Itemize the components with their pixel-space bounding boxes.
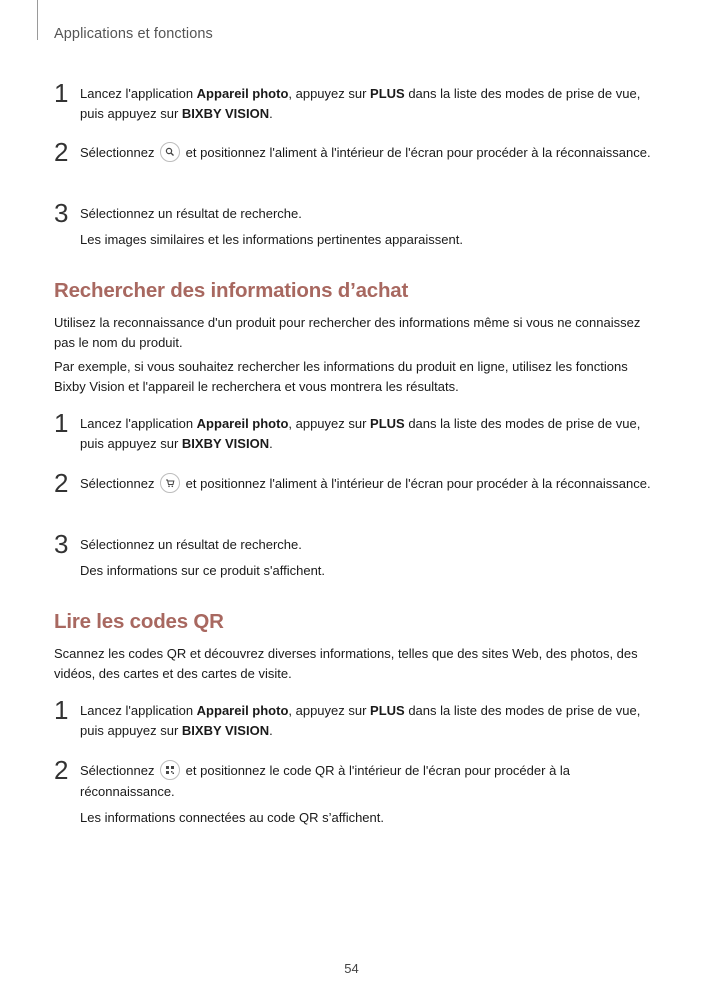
section-title-qr: Lire les codes QR: [54, 610, 224, 633]
step-text: Sélectionnez et positionnez l'aliment à l'intérieur de l'écran pour procéder à la réconnaissance.: [80, 474, 654, 495]
step-3: [54, 198, 654, 228]
step-number: 1: [54, 695, 69, 725]
section-title-shopping: Rechercher des informations d’achat: [54, 279, 409, 302]
step-text: Lancez l'application Appareil photo, appuyez sur PLUS dans la liste des modes de prise de vue, puis appuyez sur BIXBY VISION.: [80, 86, 641, 121]
step-2: [54, 468, 654, 498]
page-number: 54: [344, 961, 359, 976]
step-note: Les informations connectées au code QR s’affichent.: [80, 810, 384, 825]
step-3: [54, 529, 654, 559]
step-number: 1: [54, 78, 69, 108]
paragraph: Utilisez la reconnaissance d'un produit pour rechercher des informations même si vous ne connaissez pas le nom du produit.: [54, 315, 641, 350]
step-number: 3: [54, 198, 69, 228]
paragraph: Scannez les codes QR et découvrez diverses informations, telles que des sites Web, des photos, des vidéos, des cartes et des cartes de visite.: [54, 646, 638, 681]
step-note: Des informations sur ce produit s'affichent.: [80, 563, 326, 578]
step-text: Sélectionnez un résultat de recherche.: [80, 537, 302, 552]
step-2: [54, 137, 654, 167]
step-text: Sélectionnez un résultat de recherche.: [80, 206, 302, 221]
step-1: [54, 408, 654, 454]
step-number: 3: [54, 529, 69, 559]
step-1: [54, 695, 654, 741]
step-note: Les images similaires et les informations pertinentes apparaissent.: [80, 232, 463, 247]
step-text: Lancez l'application Appareil photo, appuyez sur PLUS dans la liste des modes de prise de vue, puis appuyez sur BIXBY VISION.: [80, 703, 641, 738]
qr-code-icon: [160, 760, 180, 780]
step-text: Lancez l'application Appareil photo, appuyez sur PLUS dans la liste des modes de prise de vue, puis appuyez sur BIXBY VISION.: [80, 416, 641, 451]
step-text: Sélectionnez et positionnez le code QR à l'intérieur de l'écran pour procéder à la réconnaissance.: [80, 761, 654, 802]
step-number: 1: [54, 408, 69, 438]
step-text: Sélectionnez et positionnez l'aliment à l'intérieur de l'écran pour procéder à la réconnaissance.: [80, 143, 654, 164]
step-2: [54, 755, 654, 802]
step-1: [54, 78, 654, 124]
page-margin-rule: [37, 0, 38, 40]
step-number: 2: [54, 468, 69, 498]
step-number: 2: [54, 755, 69, 785]
shopping-cart-icon: [160, 473, 180, 493]
page-header: Applications et fonctions: [54, 26, 213, 42]
paragraph: Par exemple, si vous souhaitez rechercher les informations du produit en ligne, utilisez les fonctions Bixby Vision et l'appareil le recherchera et vous montrera les résultats.: [54, 359, 628, 394]
search-icon: [160, 142, 180, 162]
step-number: 2: [54, 137, 69, 167]
